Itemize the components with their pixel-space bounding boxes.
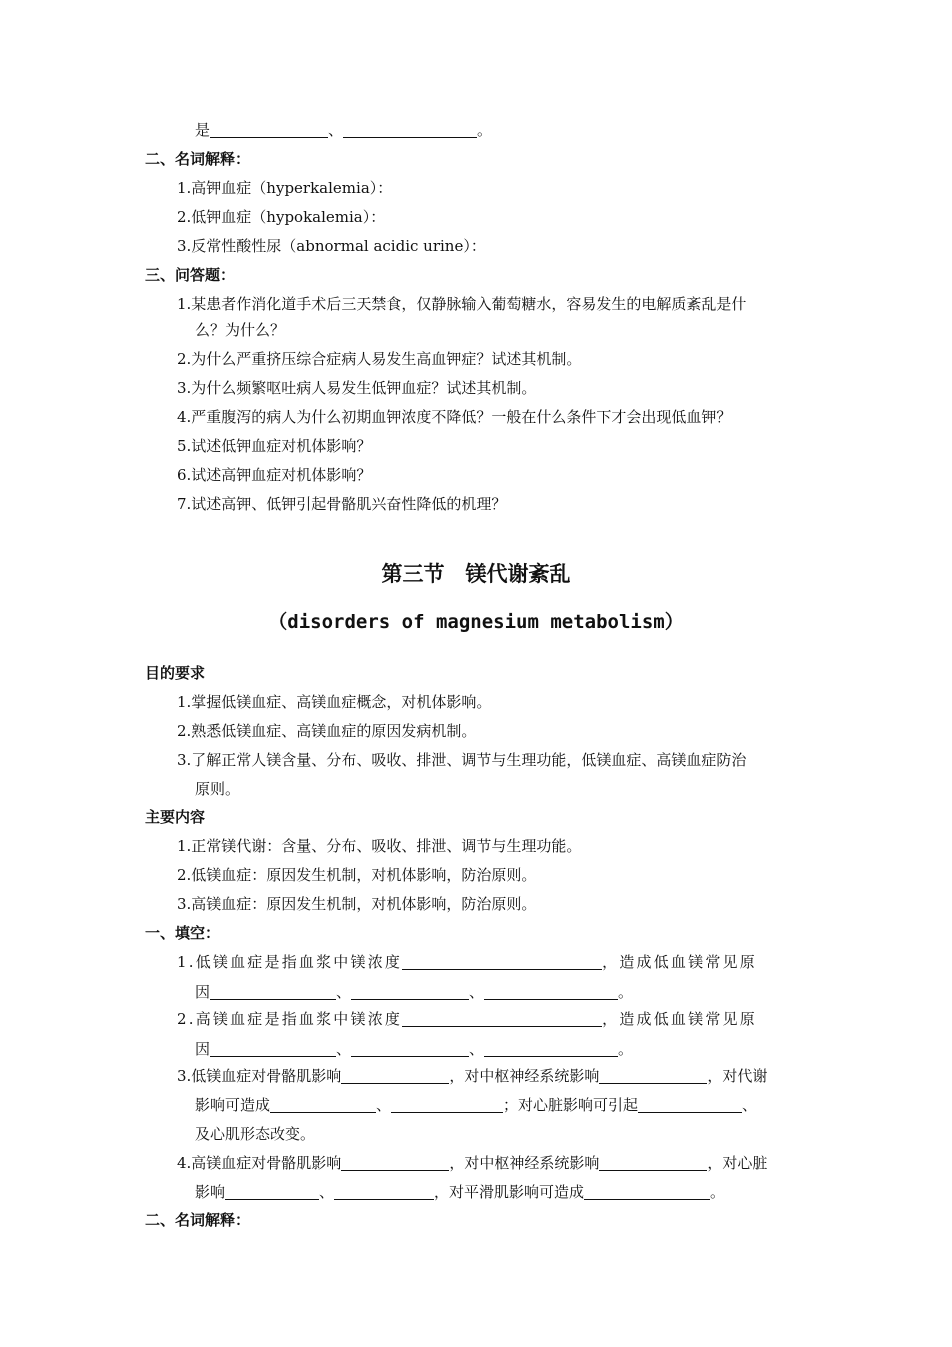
fill-blank[interactable]	[341, 1154, 449, 1171]
fill-text: ，对中枢神经系统影响	[449, 1154, 600, 1172]
fill-question-2	[177, 1009, 757, 1029]
fill-text: 影响	[195, 1183, 226, 1201]
qa-item-continued: 么？为什么？	[195, 321, 286, 339]
fill-end: 。	[477, 121, 493, 139]
fill-question-1	[177, 952, 757, 972]
qa-item: 1.某患者作消化道手术后三天禁食，仅静脉输入葡萄糖水，容易发生的电解质紊乱是什	[177, 295, 747, 313]
goal-item: 2.熟悉低镁血症、高镁血症的原因发病机制。	[177, 722, 477, 740]
content-heading: 主要内容	[145, 808, 206, 826]
fill-question-1-continued	[195, 982, 633, 1002]
fill-sep: 、	[319, 1183, 335, 1201]
fill-end: 。	[618, 983, 634, 1001]
fill-blank[interactable]	[351, 1040, 469, 1057]
fill-text: 2.高镁血症是指血浆中镁浓度	[177, 1010, 403, 1028]
content-item: 3.高镁血症：原因发生机制，对机体影响，防治原则。	[177, 895, 537, 913]
section-subtitle: （disorders of magnesium metabolism）	[268, 611, 684, 633]
section-heading-terms-2: 二、名词解释：	[145, 1211, 251, 1229]
term-item: 3.反常性酸性尿（abnormal acidic urine）：	[177, 237, 486, 255]
fill-text: ，造成低血镁常见原	[602, 953, 757, 971]
fill-blank[interactable]	[402, 953, 602, 970]
fill-sep: 、	[336, 1040, 352, 1058]
section-title: 第三节 镁代谢紊乱	[381, 562, 571, 586]
section-heading-qa: 三、问答题：	[145, 266, 236, 284]
goal-item: 1.掌握低镁血症、高镁血症概念，对机体影响。	[177, 693, 492, 711]
fill-blank[interactable]	[270, 1096, 376, 1113]
fill-sep: 、	[742, 1096, 758, 1114]
fill-text: ，造成低血镁常见原	[602, 1010, 757, 1028]
fill-text: 1.低镁血症是指血浆中镁浓度	[177, 953, 403, 971]
fill-blank[interactable]	[638, 1096, 742, 1113]
fill-text: ，对平滑肌影响可造成	[434, 1183, 585, 1201]
qa-item: 3.为什么频繁呕吐病人易发生低钾血症？试述其机制。	[177, 379, 537, 397]
fill-blank[interactable]	[341, 1067, 449, 1084]
fill-question-2-continued	[195, 1039, 633, 1059]
fill-sep: 、	[336, 983, 352, 1001]
fill-question-4	[177, 1153, 767, 1173]
fill-blank[interactable]	[484, 983, 618, 1000]
term-item: 2.低钾血症（hypokalemia）：	[177, 208, 386, 226]
fill-blank[interactable]	[402, 1010, 602, 1027]
fill-sep: 、	[328, 121, 344, 139]
fill-blank[interactable]	[484, 1040, 618, 1057]
content-item: 1.正常镁代谢：含量、分布、吸收、排泄、调节与生理功能。	[177, 837, 582, 855]
qa-item: 2.为什么严重挤压综合症病人易发生高血钾症？试述其机制。	[177, 350, 582, 368]
fill-blank[interactable]	[343, 121, 477, 138]
fill-blank[interactable]	[599, 1067, 707, 1084]
fill-text: 是	[195, 121, 211, 139]
qa-item: 4.严重腹泻的病人为什么初期血钾浓度不降低？一般在什么条件下才会出现低血钾？	[177, 408, 732, 426]
fill-sep: 、	[469, 1040, 485, 1058]
fill-text: 影响可造成	[195, 1096, 271, 1114]
fill-heading: 一、填空：	[145, 924, 221, 942]
fill-sep: 、	[376, 1096, 392, 1114]
fill-end: 。	[618, 1040, 634, 1058]
section-heading-terms: 二、名词解释：	[145, 150, 251, 168]
fill-blank[interactable]	[391, 1096, 503, 1113]
fill-text: ；对心脏影响可引起	[503, 1096, 639, 1114]
fill-question-4-continued	[195, 1182, 725, 1202]
fill-text: ，对代谢	[707, 1067, 768, 1085]
fill-text: 3.低镁血症对骨骼肌影响	[177, 1067, 342, 1085]
fill-blank[interactable]	[334, 1183, 434, 1200]
fill-blank[interactable]	[584, 1183, 710, 1200]
fill-end: 。	[710, 1183, 726, 1201]
fill-question-3-end: 及心肌形态改变。	[195, 1125, 316, 1143]
fill-blank[interactable]	[225, 1183, 319, 1200]
qa-item: 7.试述高钾、低钾引起骨骼肌兴奋性降低的机理？	[177, 495, 507, 513]
fill-text: 因	[195, 983, 211, 1001]
goals-heading: 目的要求	[145, 664, 206, 682]
fill-blank[interactable]	[351, 983, 469, 1000]
fill-blank[interactable]	[210, 121, 328, 138]
qa-item: 6.试述高钾血症对机体影响？	[177, 466, 372, 484]
qa-item: 5.试述低钾血症对机体影响？	[177, 437, 372, 455]
goal-item: 3.了解正常人镁含量、分布、吸收、排泄、调节与生理功能，低镁血症、高镁血症防治	[177, 751, 747, 769]
fill-blank[interactable]	[210, 983, 336, 1000]
fill-blank[interactable]	[210, 1040, 336, 1057]
fill-continuation-line	[195, 120, 492, 140]
term-item: 1.高钾血症（hyperkalemia）：	[177, 179, 393, 197]
fill-question-3	[177, 1066, 767, 1086]
fill-question-3-continued	[195, 1095, 757, 1115]
content-item: 2.低镁血症：原因发生机制，对机体影响，防治原则。	[177, 866, 537, 884]
fill-text: ，对中枢神经系统影响	[449, 1067, 600, 1085]
fill-text: 4.高镁血症对骨骼肌影响	[177, 1154, 342, 1172]
goal-item-continued: 原则。	[195, 780, 241, 798]
fill-sep: 、	[469, 983, 485, 1001]
fill-blank[interactable]	[599, 1154, 707, 1171]
fill-text: ，对心脏	[707, 1154, 768, 1172]
fill-text: 因	[195, 1040, 211, 1058]
